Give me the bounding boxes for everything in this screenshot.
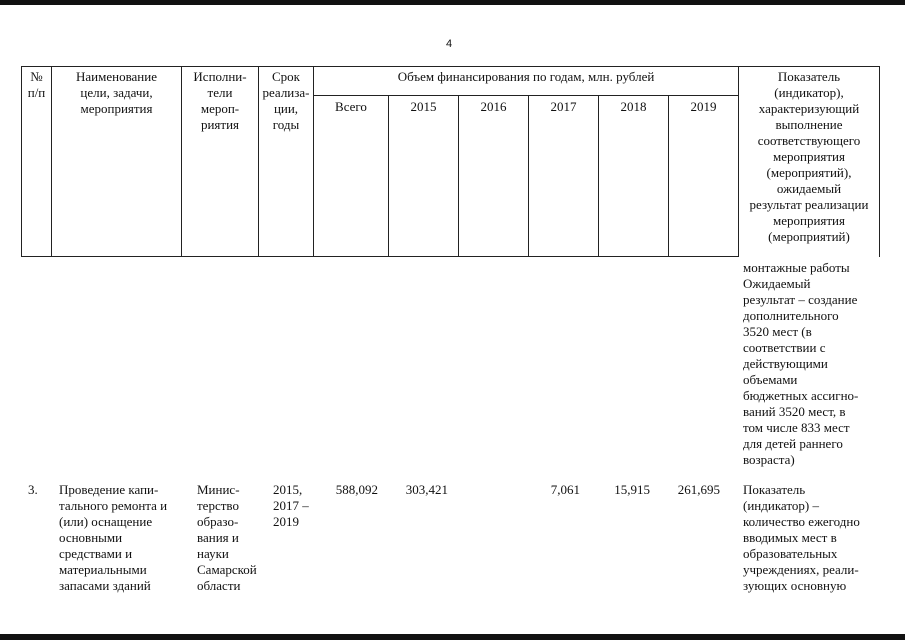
- rule: [458, 95, 459, 257]
- header-executors: Исполни- тели мероп- риятия: [193, 69, 247, 132]
- rule: [388, 95, 389, 257]
- rule: [313, 95, 738, 96]
- row-name: Проведение капи- тального ремонта и (или) оснащение основными средствами и материальными запасами зданий: [59, 482, 168, 593]
- rule: [598, 95, 599, 257]
- rule: [668, 95, 669, 257]
- page-number: 4: [446, 38, 453, 50]
- scan-border-bottom: [0, 634, 905, 640]
- row-total: 588,092: [335, 482, 378, 497]
- header-name: Наименование цели, задачи, мероприятия: [76, 69, 157, 116]
- header-year-2017: 2017: [550, 99, 577, 114]
- row-num: 3.: [28, 482, 38, 497]
- row-indicator: Показатель (индикатор) – количество ежегодно вводимых мест в образовательных учреждениях, реали- зующих основную: [743, 482, 860, 593]
- header-indicator: Показатель (индикатор), характеризующий выполнение соответствующего мероприятия (мероприятий), ожидаемый результат реализации мероприятия (мероприятий): [749, 69, 869, 244]
- header-financing: Объем финансирования по годам, млн. рублей: [397, 69, 655, 84]
- header-year-2016: 2016: [480, 99, 507, 114]
- header-year-2019: 2019: [690, 99, 717, 114]
- header-year-2015: 2015: [410, 99, 437, 114]
- row-term: 2015, 2017 – 2019: [273, 482, 309, 529]
- row-2019: 261,695: [677, 482, 720, 497]
- row-executor: Минис- терство образо- вания и науки Самарской области: [197, 482, 257, 593]
- rule: [21, 66, 879, 67]
- header-year-2018: 2018: [620, 99, 647, 114]
- rule: [21, 256, 738, 257]
- rule: [528, 95, 529, 257]
- header-num: № п/п: [27, 69, 46, 100]
- header-total: Всего: [335, 99, 367, 114]
- row-2018: 15,915: [614, 482, 650, 497]
- scan-border-top: [0, 0, 905, 5]
- rule: [879, 66, 880, 257]
- indicator-continuation: монтажные работы Ожидаемый результат – создание дополнительного 3520 мест (в соответствии с действующими объемами бюджетных ассигно- ваний 3520 мест, в том числе 833 мест для детей раннего возраста): [743, 260, 859, 467]
- header-term: Срок реализа- ции, годы: [262, 69, 310, 132]
- rule: [313, 66, 314, 257]
- row-2015: 303,421: [405, 482, 448, 497]
- row-2017: 7,061: [550, 482, 580, 497]
